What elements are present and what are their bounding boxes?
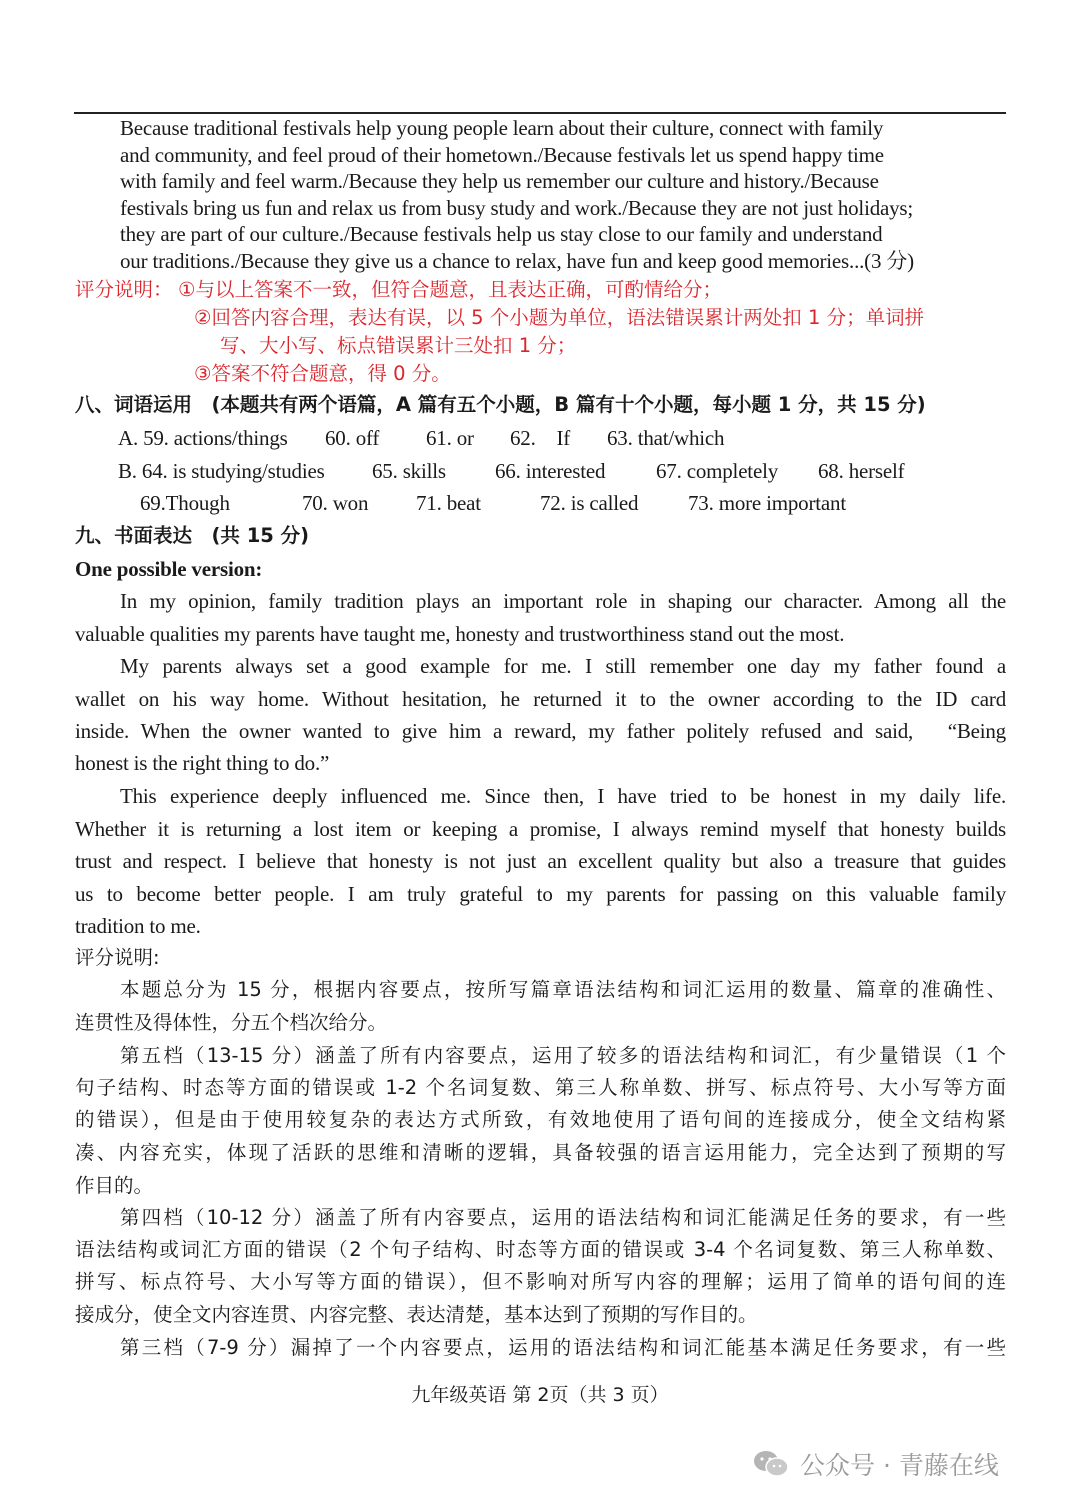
essay-line: Whether it is returning a lost item or keeping a promise, I always remind myself that honesty builds: [75, 817, 1006, 841]
answer-line: our traditions./Because they give us a chance to relax, have fun and keep good memories...(3 分): [120, 249, 914, 273]
section-title: 九、书面表达 (共 15 分): [75, 524, 310, 547]
answer-item: 70. won: [302, 491, 369, 515]
answer-item: 66. interested: [495, 459, 606, 483]
rubric-line: 第四档（10-12 分）涵盖了所有内容要点，运用的语法结构和词汇能满足任务的要求，有一些: [120, 1206, 1006, 1229]
rubric-line: 语法结构或词汇方面的错误（2 个句子结构、时态等方面的错误或 3-4 个名词复数、第三人称单数、: [75, 1238, 1006, 1261]
rubric-line: 的错误），但是由于使用较复杂的表达方式所致，有效地使用了语句间的连接成分，使全文结构紧: [75, 1108, 1006, 1131]
rubric-line: 接成分，使全文内容连贯、内容完整、表达清楚，基本达到了预期的写作目的。: [75, 1303, 758, 1326]
essay-line: This experience deeply influenced me. Since then, I have tried to be honest in my daily life.: [120, 784, 1006, 808]
answer-item: 65. skills: [372, 459, 446, 483]
answer-item: B. 64. is studying/studies: [118, 459, 325, 483]
answer-item: 67. completely: [656, 459, 779, 483]
wechat-icon: [752, 1449, 790, 1479]
answer-item: 69.Though: [140, 491, 230, 515]
answer-line: they are part of our culture./Because festivals help us stay close to our family and understand: [120, 222, 883, 246]
answer-line: with family and feel warm./Because they help us remember our culture and history./Because: [120, 169, 879, 193]
essay-line: trust and respect. I believe that honesty is not just an excellent quality but also a treasure that guides: [75, 849, 1006, 873]
rubric-line: 连贯性及得体性，分五个档次给分。: [75, 1011, 388, 1034]
essay-line: honest is the right thing to do.”: [75, 751, 330, 775]
answer-item: 61. or: [426, 426, 474, 450]
essay-line: valuable qualities my parents have taught me, honesty and trustworthiness stand out the most.: [75, 622, 845, 646]
grading-note-item: ②回答内容合理，表达有误，以 5 个小题为单位，语法错误累计两处扣 1 分；单词拼: [194, 306, 925, 329]
grading-note-label: 评分说明:: [75, 946, 160, 969]
watermark: [752, 1444, 999, 1484]
answer-item: 73. more important: [688, 491, 846, 515]
grading-note-item: ①与以上答案不一致，但符合题意，且表达正确，可酌情给分；: [178, 278, 722, 301]
section-title: 八、词语运用 (本题共有两个语篇，A 篇有五个小题，B 篇有十个小题，每小题 1 分，共 15 分): [75, 393, 926, 416]
rubric-line: 拼写、标点符号、大小写等方面的错误），但不影响对所写内容的理解；运用了简单的语句间的连: [75, 1270, 1006, 1293]
answer-item: 72. is called: [540, 491, 639, 515]
grading-note-item: 写、大小写、标点错误累计三处扣 1 分；: [220, 334, 577, 357]
rubric-line: 第五档（13-15 分）涵盖了所有内容要点，运用了较多的语法结构和词汇，有少量错误（1 个: [120, 1044, 1006, 1067]
answer-item: 63. that/which: [607, 426, 725, 450]
watermark-text: 公众号 · 青藤在线: [800, 1451, 999, 1480]
answer-item: 68. herself: [818, 459, 905, 483]
answer-line: and community, and feel proud of their hometown./Because festivals let us spend happy time: [120, 143, 884, 167]
answer-item: 71. beat: [416, 491, 481, 515]
answer-item: 60. off: [325, 426, 380, 450]
version-label: One possible version:: [75, 557, 263, 581]
rubric-line: 句子结构、时态等方面的错误或 1-2 个名词复数、第三人称单数、拼写、标点符号、大小写等方面: [75, 1076, 1006, 1099]
grading-note-item: ③答案不符合题意，得 0 分。: [194, 362, 451, 385]
essay-line: My parents always set a good example for me. I still remember one day my father found a: [120, 654, 1006, 678]
rubric-line: 凑、内容充实，体现了活跃的思维和清晰的逻辑，具备较强的语言运用能力，完全达到了预期的写: [75, 1141, 1006, 1164]
essay-line: inside. When the owner wanted to give him a reward, my father politely refused and said, “Being: [75, 719, 1006, 743]
grading-note-label: 评分说明：: [75, 278, 173, 301]
essay-line: wallet on his way home. Without hesitation, he returned it to the owner according to the ID card: [75, 687, 1006, 711]
rubric-line: 第三档（7-9 分）漏掉了一个内容要点，运用的语法结构和词汇能基本满足任务要求，有一些: [120, 1336, 1006, 1359]
rubric-line: 作目的。: [75, 1174, 154, 1197]
page-footer: 九年级英语 第 2页（共 3 页）: [411, 1384, 669, 1406]
rubric-line: 本题总分为 15 分，根据内容要点，按所写篇章语法结构和词汇运用的数量、篇章的准确性、: [120, 978, 1006, 1001]
answer-item: 62. If: [510, 426, 571, 450]
answer-item: A. 59. actions/things: [118, 426, 288, 450]
answer-line: Because traditional festivals help young people learn about their culture, connect with family: [120, 116, 884, 140]
essay-line: tradition to me.: [75, 914, 201, 938]
essay-line: In my opinion, family tradition plays an important role in shaping our character. Among all the: [120, 589, 1006, 613]
answer-line: festivals bring us fun and relax us from busy study and work./Because they are not just holidays;: [120, 196, 914, 220]
essay-line: us to become better people. I am truly grateful to my parents for passing on this valuable family: [75, 882, 1006, 906]
